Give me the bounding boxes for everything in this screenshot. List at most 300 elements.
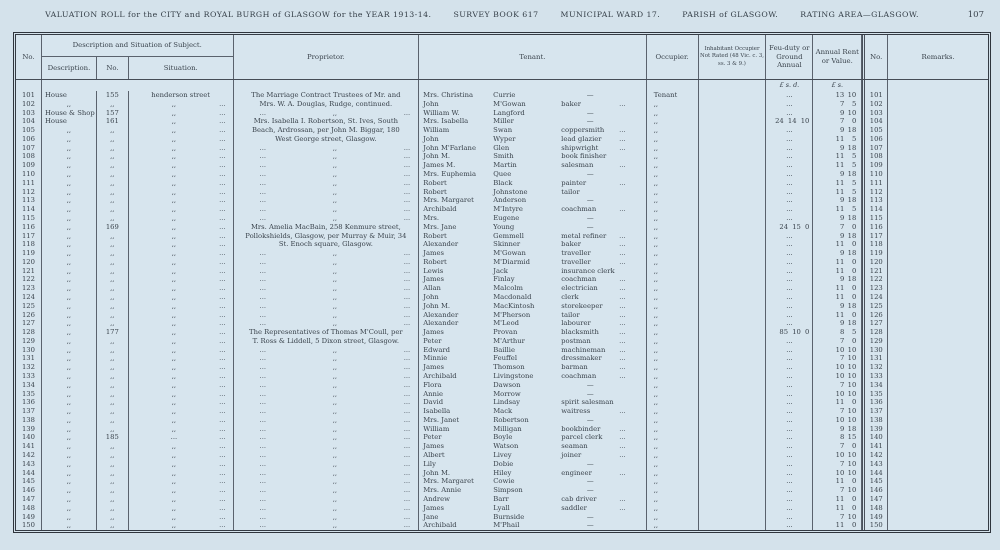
tenant-forename: Robert bbox=[423, 187, 447, 196]
tenant-occupation: coachman bbox=[561, 275, 597, 284]
street-number-cell: ,, bbox=[97, 460, 129, 469]
tenant-surname: M'Gowan bbox=[493, 99, 526, 108]
rent-pounds: 11 bbox=[835, 310, 845, 319]
tenant-surname: Anderson bbox=[493, 196, 527, 205]
tenant-occupation: traveller bbox=[561, 249, 591, 258]
occupier-cell: ,, bbox=[647, 477, 699, 486]
tenant-occupation: shipwright bbox=[561, 143, 599, 152]
tenant-dots: ... bbox=[619, 503, 626, 512]
rent-pounds: 7 bbox=[839, 222, 845, 231]
tenant-dots: ... bbox=[619, 407, 626, 416]
row-number-cell: 127 bbox=[16, 319, 42, 328]
situation-dots: ... bbox=[219, 222, 226, 231]
occupier-cell: ,, bbox=[647, 346, 699, 355]
row-number-right-cell: 124 bbox=[862, 293, 888, 302]
row-number-right-cell: 140 bbox=[862, 433, 888, 442]
row-number-cell: 122 bbox=[16, 275, 42, 284]
proprietor-cell bbox=[234, 407, 420, 416]
rent-pounds: 11 bbox=[835, 398, 845, 407]
tenant-occupation: storekeeper bbox=[561, 301, 603, 310]
rent-cell bbox=[813, 161, 862, 170]
street-number-cell: ,, bbox=[97, 302, 129, 311]
table-row bbox=[16, 91, 988, 100]
proprietor-cell bbox=[234, 284, 420, 293]
row-number-cell: 144 bbox=[16, 469, 42, 478]
tenant-occupation: — bbox=[586, 486, 594, 495]
rent-units: £ s. bbox=[813, 80, 862, 91]
ditto-dots-left: ... bbox=[259, 143, 267, 152]
rent-pounds: 11 bbox=[835, 187, 845, 196]
situation-dots: ... bbox=[219, 372, 226, 380]
tenant-forename: John M'Farlane bbox=[423, 143, 476, 152]
situation-dots: ... bbox=[219, 424, 226, 433]
tenant-forename: James bbox=[423, 328, 444, 337]
tenant-surname: Glen bbox=[493, 143, 510, 152]
rent-pounds: 8 bbox=[839, 328, 845, 337]
ditto-dots-right: ... bbox=[403, 187, 411, 196]
ditto-dots-left: ... bbox=[259, 477, 267, 486]
situation-text: ,, bbox=[171, 161, 177, 170]
ditto-mark: ,, bbox=[332, 310, 338, 319]
rent-pounds: 10 bbox=[835, 372, 845, 380]
row-number-right-cell: 142 bbox=[862, 451, 888, 460]
tenant-dots: ... bbox=[619, 433, 626, 442]
feu-duty-cell: ... bbox=[766, 144, 813, 153]
table-row bbox=[16, 486, 988, 495]
ditto-dots-right: ... bbox=[403, 213, 411, 222]
tenant-cell bbox=[419, 91, 647, 100]
remarks-cell bbox=[888, 372, 988, 381]
ditto-dots-left: ... bbox=[259, 284, 267, 293]
ditto-dots-left: ... bbox=[259, 257, 267, 266]
situation-dots: ... bbox=[219, 468, 226, 477]
description-cell: ,, bbox=[42, 179, 97, 188]
situation-cell bbox=[129, 109, 234, 118]
ditto-dots-left: ... bbox=[259, 486, 267, 495]
header-description: Description. bbox=[42, 57, 97, 79]
tenant-forename: Robert bbox=[423, 231, 447, 240]
situation-text: ,, bbox=[171, 134, 177, 143]
tenant-surname: Dawson bbox=[493, 380, 521, 389]
table-row bbox=[16, 109, 988, 118]
situation-text: ,, bbox=[171, 99, 177, 108]
feu-duty-cell: ... bbox=[766, 188, 813, 197]
feu-duty-cell: ... bbox=[766, 232, 813, 241]
occupier-cell: ,, bbox=[647, 126, 699, 135]
occupier-cell: ,, bbox=[647, 451, 699, 460]
row-number-right-cell: 144 bbox=[862, 469, 888, 478]
tenant-forename: Mrs. Annie bbox=[423, 486, 462, 495]
remarks-cell bbox=[888, 363, 988, 372]
rent-shillings: 5 bbox=[851, 161, 857, 170]
remarks-cell bbox=[888, 328, 988, 337]
situation-dots: ... bbox=[219, 196, 226, 205]
rent-shillings: 0 bbox=[851, 292, 857, 301]
table-row bbox=[16, 407, 988, 416]
tenant-occupation: parcel clerk bbox=[561, 433, 603, 442]
occupier-cell: ,, bbox=[647, 354, 699, 363]
tenant-dots bbox=[619, 390, 646, 399]
ditto-dots-left: ... bbox=[259, 521, 267, 530]
situation-dots: ... bbox=[219, 99, 226, 108]
tenant-cell bbox=[419, 390, 647, 399]
tenant-forename: Peter bbox=[423, 336, 442, 345]
occupier-cell: ,, bbox=[647, 100, 699, 109]
tenant-dots bbox=[619, 381, 646, 390]
tenant-forename: William bbox=[423, 126, 450, 135]
table-row bbox=[16, 240, 988, 249]
tenant-occupation: — bbox=[586, 213, 594, 222]
rent-shillings: 10 bbox=[847, 451, 857, 460]
ditto-mark: ,, bbox=[332, 187, 338, 196]
tenant-surname: Miller bbox=[493, 117, 514, 126]
tenant-dots: ... bbox=[619, 319, 626, 328]
row-number-right-cell: 108 bbox=[862, 152, 888, 161]
feu-duty-cell: ... bbox=[766, 407, 813, 416]
description-cell: ,, bbox=[42, 302, 97, 311]
proprietor-cell: Mrs. W. A. Douglas, Rudge, continued. bbox=[234, 100, 420, 109]
inhabitant-occupier-cell bbox=[699, 319, 767, 328]
situation-cell bbox=[129, 258, 234, 267]
ditto-mark: ,, bbox=[332, 363, 338, 372]
situation-dots: ... bbox=[219, 354, 226, 363]
table-header-row bbox=[16, 35, 988, 80]
description-cell: ,, bbox=[42, 135, 97, 144]
situation-text: ,, bbox=[171, 328, 177, 337]
tenant-surname: MacKintosh bbox=[493, 301, 535, 310]
occupier-cell: ,, bbox=[647, 205, 699, 214]
occupier-cell: ,, bbox=[647, 504, 699, 513]
row-number-right-cell: 107 bbox=[862, 144, 888, 153]
survey-book-label: SURVEY BOOK 617 bbox=[453, 10, 539, 19]
situation-dots: ... bbox=[219, 442, 226, 451]
ditto-dots-right: ... bbox=[403, 205, 411, 214]
street-number-cell: ,, bbox=[97, 170, 129, 179]
header-situation: Situation. bbox=[163, 63, 198, 72]
rent-shillings: 0 bbox=[851, 398, 857, 407]
tenant-surname: Livey bbox=[493, 451, 512, 460]
rating-area-label: RATING AREA—GLASGOW. bbox=[800, 10, 919, 19]
rent-cell bbox=[813, 381, 862, 390]
street-number-cell: ,, bbox=[97, 477, 129, 486]
header-feu-duty: Feu-duty or Ground Annual bbox=[766, 35, 813, 79]
feu-duty-cell: ... bbox=[766, 258, 813, 267]
ditto-mark: ,, bbox=[332, 398, 338, 407]
tenant-dots bbox=[619, 170, 646, 179]
tenant-cell bbox=[419, 425, 647, 434]
row-number-right-cell: 131 bbox=[862, 354, 888, 363]
description-cell: ,, bbox=[42, 372, 97, 381]
situation-cell bbox=[129, 504, 234, 513]
tenant-cell bbox=[419, 469, 647, 478]
rent-pounds: 7 bbox=[839, 512, 845, 521]
ditto-dots-right: ... bbox=[403, 319, 411, 328]
ditto-dots-left: ... bbox=[259, 372, 267, 380]
rent-pounds: 9 bbox=[839, 275, 845, 284]
situation-text: ,, bbox=[171, 257, 177, 266]
row-number-right-cell: 128 bbox=[862, 328, 888, 337]
occupier-cell: ,, bbox=[647, 381, 699, 390]
remarks-cell bbox=[888, 240, 988, 249]
tenant-cell bbox=[419, 381, 647, 390]
remarks-cell bbox=[888, 337, 988, 346]
situation-dots: ... bbox=[219, 494, 226, 503]
tenant-surname: Livingstone bbox=[493, 372, 534, 380]
rent-cell bbox=[813, 354, 862, 363]
situation-cell bbox=[129, 442, 234, 451]
tenant-dots: ... bbox=[619, 284, 626, 293]
tenant-forename: Mrs. Christina bbox=[423, 91, 474, 99]
proprietor-cell bbox=[234, 346, 420, 355]
ditto-dots-right: ... bbox=[403, 398, 411, 407]
rent-shillings: 0 bbox=[851, 222, 857, 231]
situation-dots: ... bbox=[219, 205, 226, 214]
occupier-cell: ,, bbox=[647, 188, 699, 197]
table-row bbox=[16, 442, 988, 451]
situation-text: ,, bbox=[171, 372, 177, 380]
situation-cell bbox=[129, 390, 234, 399]
situation-text: ,, bbox=[171, 512, 177, 521]
rent-cell bbox=[813, 249, 862, 258]
situation-text: ,, bbox=[171, 310, 177, 319]
ditto-dots-left: ... bbox=[259, 407, 267, 416]
ditto-mark: ,, bbox=[332, 354, 338, 363]
remarks-cell bbox=[888, 346, 988, 355]
row-number-cell: 139 bbox=[16, 425, 42, 434]
description-cell: ,, bbox=[42, 152, 97, 161]
rent-shillings: 18 bbox=[847, 301, 857, 310]
inhabitant-occupier-cell bbox=[699, 100, 767, 109]
rent-cell bbox=[813, 179, 862, 188]
description-cell: ,, bbox=[42, 267, 97, 276]
situation-cell bbox=[129, 196, 234, 205]
tenant-dots: ... bbox=[619, 161, 626, 170]
tenant-forename: Robert bbox=[423, 257, 447, 266]
table-row bbox=[16, 126, 988, 135]
situation-cell bbox=[129, 126, 234, 135]
occupier-cell: ,, bbox=[647, 328, 699, 337]
tenant-forename: Peter bbox=[423, 433, 442, 442]
table-row bbox=[16, 363, 988, 372]
feu-duty-cell: ... bbox=[766, 469, 813, 478]
rent-shillings: 5 bbox=[851, 205, 857, 214]
occupier-cell: ,, bbox=[647, 117, 699, 126]
header-tenant: Tenant. bbox=[419, 35, 647, 79]
inhabitant-occupier-cell bbox=[699, 469, 767, 478]
rent-pounds: 11 bbox=[835, 292, 845, 301]
rent-shillings: 0 bbox=[851, 266, 857, 275]
description-cell: ,, bbox=[42, 275, 97, 284]
table-row bbox=[16, 179, 988, 188]
inhabitant-occupier-cell bbox=[699, 196, 767, 205]
rent-shillings: 5 bbox=[851, 99, 857, 108]
rent-pounds: 11 bbox=[835, 257, 845, 266]
rent-pounds: 11 bbox=[835, 521, 845, 530]
street-number-cell: ,, bbox=[97, 469, 129, 478]
tenant-forename: Mrs. Margaret bbox=[423, 196, 474, 205]
table-row bbox=[16, 372, 988, 381]
occupier-cell: ,, bbox=[647, 513, 699, 522]
description-cell: ,, bbox=[42, 196, 97, 205]
rent-cell bbox=[813, 477, 862, 486]
rent-pounds: 9 bbox=[839, 143, 845, 152]
remarks-cell bbox=[888, 126, 988, 135]
tenant-forename: Isabella bbox=[423, 407, 451, 416]
table-row bbox=[16, 284, 988, 293]
row-number-right-cell: 113 bbox=[862, 196, 888, 205]
situation-text: ,, bbox=[171, 486, 177, 495]
remarks-cell bbox=[888, 469, 988, 478]
table-row bbox=[16, 328, 988, 337]
ditto-mark: ,, bbox=[332, 205, 338, 214]
rent-cell bbox=[813, 495, 862, 504]
feu-duty-cell: ... bbox=[766, 477, 813, 486]
header-description-group-title: Description and Situation of Subject. bbox=[42, 35, 233, 57]
tenant-surname: Morrow bbox=[493, 389, 521, 398]
tenant-cell bbox=[419, 258, 647, 267]
rent-shillings: 10 bbox=[847, 91, 857, 99]
situation-cell bbox=[129, 161, 234, 170]
ditto-dots-left: ... bbox=[259, 442, 267, 451]
tenant-occupation: joiner bbox=[561, 451, 582, 460]
rent-shillings: 10 bbox=[847, 512, 857, 521]
street-number-cell: ,, bbox=[97, 381, 129, 390]
feu-duty-cell: ... bbox=[766, 161, 813, 170]
situation-dots: ... bbox=[219, 459, 226, 468]
street-number-cell: ,, bbox=[97, 416, 129, 425]
row-number-right-cell: 122 bbox=[862, 275, 888, 284]
currency-units-row bbox=[16, 80, 988, 91]
table-row bbox=[16, 205, 988, 214]
tenant-surname: Mack bbox=[493, 407, 513, 416]
situation-cell bbox=[129, 267, 234, 276]
feu-duty-cell: ... bbox=[766, 205, 813, 214]
rent-pounds: 11 bbox=[835, 477, 845, 486]
occupier-cell: ,, bbox=[647, 425, 699, 434]
header-remarks: Remarks. bbox=[921, 52, 955, 61]
rent-pounds: 10 bbox=[835, 451, 845, 460]
description-cell: ,, bbox=[42, 328, 97, 337]
row-number-right-cell: 143 bbox=[862, 460, 888, 469]
table-row bbox=[16, 337, 988, 346]
tenant-surname: Johnstone bbox=[493, 187, 528, 196]
ditto-dots-left: ... bbox=[259, 398, 267, 407]
ditto-dots-right: ... bbox=[403, 249, 411, 258]
rent-pounds: 8 bbox=[839, 433, 845, 442]
situation-text: ,, bbox=[171, 354, 177, 363]
proprietor-cell: T. Ross & Liddell, 5 Dixon street, Glasgow. bbox=[234, 337, 420, 346]
row-number-right-cell: 149 bbox=[862, 513, 888, 522]
tenant-occupation: cab driver bbox=[561, 494, 597, 503]
description-cell: ,, bbox=[42, 433, 97, 442]
situation-dots: ... bbox=[219, 284, 226, 293]
situation-cell bbox=[129, 179, 234, 188]
tenant-occupation: dressmaker bbox=[561, 354, 602, 363]
description-cell: House bbox=[42, 91, 97, 100]
rent-shillings: 5 bbox=[851, 178, 857, 187]
tenant-occupation: spirit salesman bbox=[561, 398, 614, 407]
situation-text: ,, bbox=[171, 407, 177, 416]
ditto-dots-right: ... bbox=[403, 521, 411, 530]
feu-duty-cell: 24 14 10 bbox=[766, 117, 813, 126]
tenant-occupation: — bbox=[586, 380, 594, 389]
inhabitant-occupier-cell bbox=[699, 223, 767, 232]
rent-pounds: 9 bbox=[839, 196, 845, 205]
ditto-dots-right: ... bbox=[403, 257, 411, 266]
tenant-forename: Archibald bbox=[423, 372, 457, 380]
street-number-cell: 157 bbox=[97, 109, 129, 118]
row-number-cell: 108 bbox=[16, 152, 42, 161]
tenant-surname: Young bbox=[493, 222, 515, 231]
ditto-mark: ,, bbox=[332, 468, 338, 477]
rent-shillings: 10 bbox=[847, 389, 857, 398]
table-row bbox=[16, 381, 988, 390]
description-cell: ,, bbox=[42, 293, 97, 302]
situation-cell bbox=[129, 205, 234, 214]
situation-cell bbox=[129, 495, 234, 504]
tenant-cell bbox=[419, 179, 647, 188]
row-number-cell: 110 bbox=[16, 170, 42, 179]
ditto-dots-left: ... bbox=[259, 345, 267, 354]
inhabitant-occupier-cell bbox=[699, 363, 767, 372]
description-cell: ,, bbox=[42, 425, 97, 434]
ditto-mark: ,, bbox=[332, 424, 338, 433]
situation-cell bbox=[129, 469, 234, 478]
inhabitant-occupier-cell bbox=[699, 232, 767, 241]
tenant-occupation: — bbox=[586, 477, 594, 486]
row-number-cell: 143 bbox=[16, 460, 42, 469]
ditto-dots-right: ... bbox=[403, 380, 411, 389]
street-number-cell: ,, bbox=[97, 319, 129, 328]
feu-duty-cell: ... bbox=[766, 311, 813, 320]
situation-text: ,, bbox=[171, 108, 177, 117]
tenant-surname: M'Diarmid bbox=[493, 257, 530, 266]
description-cell: ,, bbox=[42, 161, 97, 170]
table-row bbox=[16, 398, 988, 407]
feu-duty-cell: ... bbox=[766, 486, 813, 495]
ditto-dots-right: ... bbox=[403, 407, 411, 416]
street-number-cell: ,, bbox=[97, 495, 129, 504]
inhabitant-occupier-cell bbox=[699, 179, 767, 188]
rent-cell bbox=[813, 144, 862, 153]
description-cell: ,, bbox=[42, 477, 97, 486]
table-row bbox=[16, 521, 988, 530]
situation-text: ,, bbox=[171, 521, 177, 530]
row-number-right-cell: 147 bbox=[862, 495, 888, 504]
inhabitant-occupier-cell bbox=[699, 504, 767, 513]
inhabitant-occupier-cell bbox=[699, 126, 767, 135]
proprietor-cell bbox=[234, 363, 420, 372]
tenant-forename: Archibald bbox=[423, 205, 457, 214]
tenant-surname: Smith bbox=[493, 152, 514, 161]
remarks-cell bbox=[888, 267, 988, 276]
remarks-cell bbox=[888, 100, 988, 109]
situation-cell bbox=[129, 372, 234, 381]
ditto-dots-right: ... bbox=[403, 108, 411, 117]
header-proprietor: Proprietor. bbox=[234, 35, 420, 79]
tenant-forename: Mrs. Euphemia bbox=[423, 170, 476, 179]
ditto-dots-right: ... bbox=[403, 468, 411, 477]
street-number-cell: 155 bbox=[97, 91, 129, 100]
row-number-right-cell: 126 bbox=[862, 311, 888, 320]
row-number-cell: 102 bbox=[16, 100, 42, 109]
tenant-occupation: electrician bbox=[561, 284, 598, 293]
situation-text: ,, bbox=[171, 187, 177, 196]
proprietor-cell bbox=[234, 249, 420, 258]
tenant-forename: David bbox=[423, 398, 444, 407]
rent-cell bbox=[813, 521, 862, 530]
row-number-cell: 105 bbox=[16, 126, 42, 135]
